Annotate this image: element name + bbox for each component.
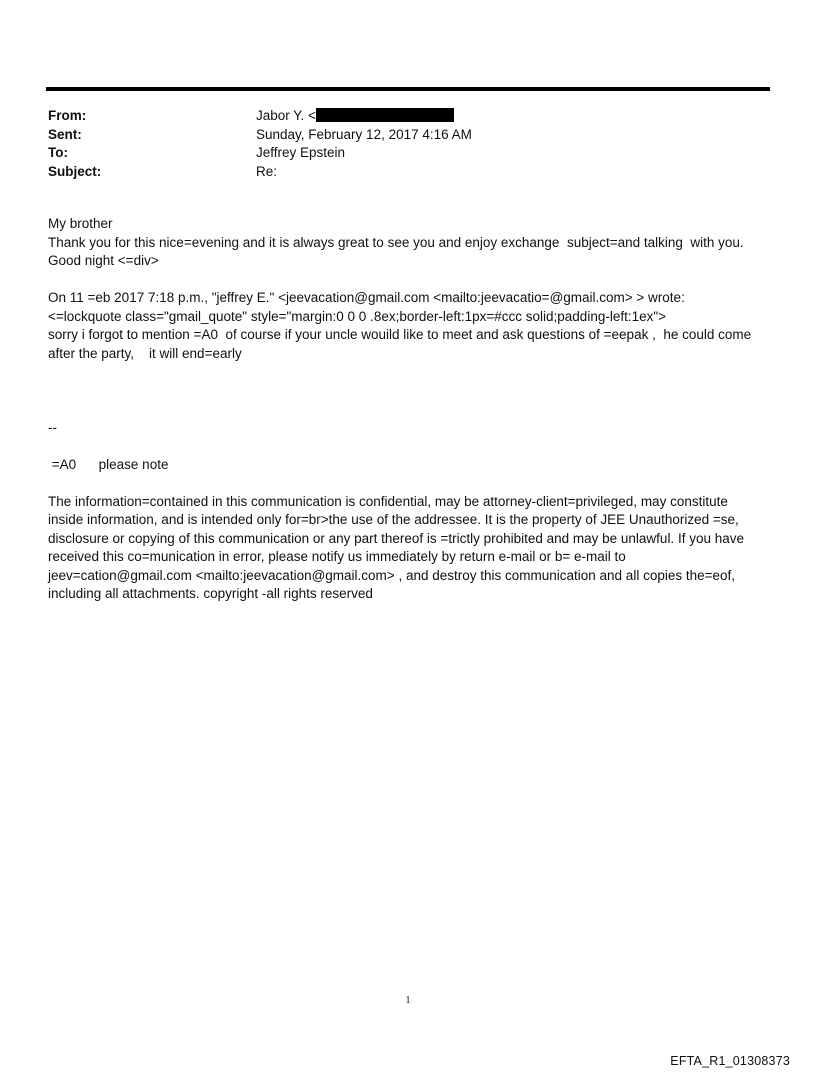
email-body: [48, 215, 768, 604]
header-rule: [46, 87, 770, 91]
to-label: To:: [48, 145, 68, 160]
disclaimer-line: including all attachments. copyright -all rights reserved: [48, 586, 373, 601]
sent-label: Sent:: [48, 126, 82, 142]
quote-line: after the party, it will end=early: [48, 345, 242, 361]
bates-number: EFTA_R1_01308373: [670, 1054, 790, 1068]
disclaimer-line: inside information, and is intended only for=br>the use of the addressee. It is the property of JEE Unauthorized =se,: [48, 512, 739, 527]
sent-value: Sunday, February 12, 2017 4:16 AM: [256, 126, 472, 142]
subject-value: Re:: [256, 163, 278, 179]
from-value: [256, 107, 454, 126]
note-line: =A0 please note: [48, 456, 169, 472]
disclaimer-line: received this co=munication in error, please notify us immediately by return e-mail or b= e-mail to: [48, 549, 626, 564]
from-label: From:: [48, 108, 87, 123]
to-value: Jeffrey Epstein: [256, 145, 346, 160]
from-name: Jabor Y. <: [256, 108, 316, 123]
quote-line: <=lockquote class="gmail_quote" style="margin:0 0 0 .8ex;border-left:1px=#ccc solid;padding-left:1ex">: [48, 308, 667, 324]
quote-header: On 11 =eb 2017 7:18 p.m., "jeffrey E." <jeevacation@gmail.com <mailto:jeevacatio=@gmail.com> > wrote:: [48, 290, 685, 305]
disclaimer-line: The information=contained in this communication is confidential, may be attorney-client=privileged, may constitute: [48, 493, 728, 509]
disclaimer-line: jeev=cation@gmail.com <mailto:jeevacation@gmail.com> , and destroy this communication and all copies the=eof,: [48, 567, 736, 583]
quote-line: sorry i forgot to mention =A0 of course if your uncle wouild like to meet and ask questions of =eepak , he could come: [48, 327, 752, 342]
greeting: My brother: [48, 216, 113, 231]
signature-dashes: --: [48, 419, 57, 435]
subject-label: Subject:: [48, 163, 102, 179]
body-line: Good night <=div>: [48, 253, 159, 268]
body-line: Thank you for this nice=evening and it is always great to see you and enjoy exchange subject=and talking with you.: [48, 234, 744, 250]
disclaimer-line: disclosure or copying of this communication or any part thereof is =trictly prohibited and may be unlawful. If you have: [48, 530, 744, 546]
redaction-box: [316, 108, 454, 122]
page-number: 1: [405, 995, 411, 1006]
